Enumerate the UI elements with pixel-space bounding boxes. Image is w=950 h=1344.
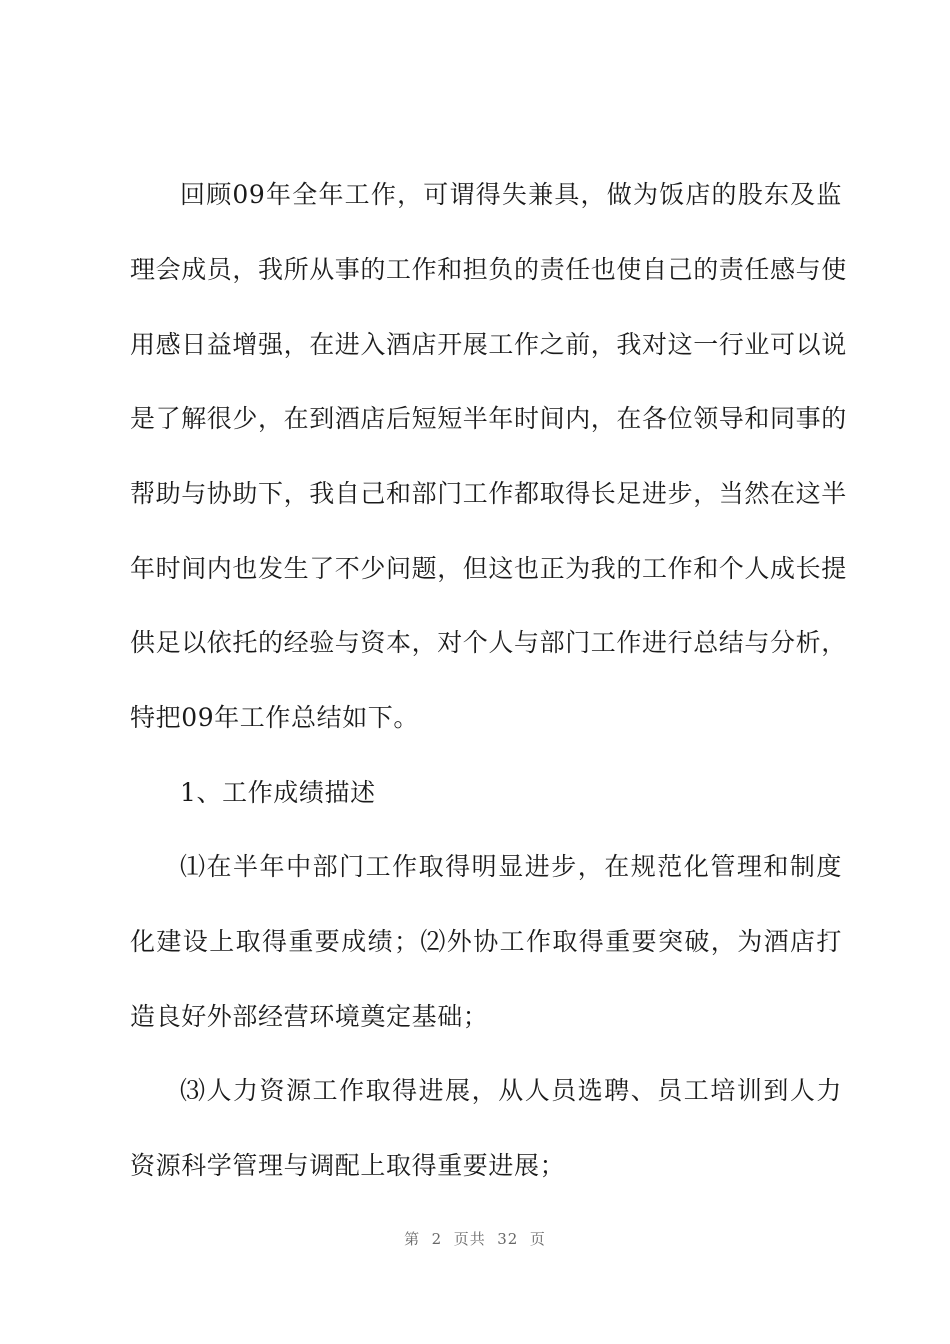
paragraph-line: 帮助与协助下，我自己和部门工作都取得长足进步，当然在这半: [130, 479, 847, 508]
paragraph-line: 是了解很少，在到酒店后短短半年时间内，在各位领导和同事的: [130, 404, 847, 433]
paragraph-line: ⑴在半年中部门工作取得明显进步，在规范化管理和制度: [180, 852, 842, 881]
paragraph-line: 造良好外部经营环境奠定基础；: [130, 1002, 489, 1031]
paragraph-line: 特把09年工作总结如下。: [130, 703, 420, 732]
paragraph-line: 资源科学管理与调配上取得重要进展；: [130, 1151, 566, 1180]
section-heading: 1、工作成绩描述: [180, 778, 376, 807]
paragraph-line: 年时间内也发生了不少问题，但这也正为我的工作和个人成长提: [130, 554, 847, 583]
paragraph-line: 用感日益增强，在进入酒店开展工作之前，我对这一行业可以说: [130, 330, 847, 359]
paragraph-line: 化建设上取得重要成绩；⑵外协工作取得重要突破，为酒店打: [130, 927, 842, 956]
paragraph-line: ⑶人力资源工作取得进展，从人员选聘、员工培训到人力: [180, 1076, 842, 1105]
paragraph-line: 供足以依托的经验与资本，对个人与部门工作进行总结与分析，: [130, 628, 847, 657]
paragraph-line: 回顾09年全年工作，可谓得失兼具，做为饭店的股东及监: [180, 180, 842, 209]
paragraph-line: 理会成员，我所从事的工作和担负的责任也使自己的责任感与使: [130, 255, 847, 284]
page-number-footer: 第 2 页共 32 页: [404, 1230, 546, 1248]
